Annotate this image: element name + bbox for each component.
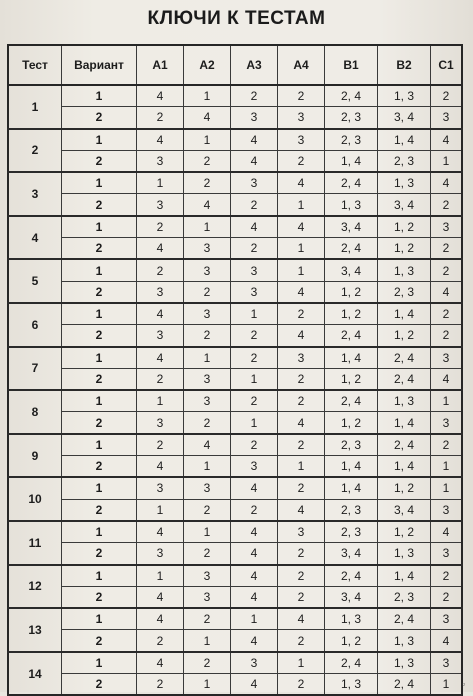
variant-cell: 1	[62, 521, 137, 543]
answer-cell-a3: 4	[231, 565, 278, 587]
table-row	[8, 259, 462, 281]
answer-cell-c1: 2	[431, 194, 463, 216]
answer-cell-b2: 2, 4	[378, 347, 431, 369]
variant-cell: 2	[62, 150, 137, 172]
answer-cell-a4: 2	[278, 303, 325, 325]
table-row	[8, 107, 462, 129]
answer-cell-b2: 1, 2	[378, 477, 431, 499]
header-a2: А2	[184, 45, 231, 85]
answer-cell-a4: 3	[278, 521, 325, 543]
answer-cell-b2: 1, 3	[378, 543, 431, 565]
answer-cell-a1: 4	[137, 129, 184, 151]
table-row	[8, 216, 462, 238]
answer-cell-b1: 2, 4	[325, 238, 378, 260]
answer-cell-c1: 2	[431, 85, 463, 107]
answer-cell-c1: 2	[431, 259, 463, 281]
answer-cell-a1: 2	[137, 674, 184, 696]
table-row	[8, 85, 462, 107]
answer-cell-b1: 3, 4	[325, 586, 378, 608]
answer-cell-b1: 2, 3	[325, 434, 378, 456]
answer-cell-b2: 3, 4	[378, 499, 431, 521]
answer-cell-a4: 2	[278, 477, 325, 499]
answer-cell-a3: 4	[231, 150, 278, 172]
table-row	[8, 521, 462, 543]
answer-cell-a1: 3	[137, 194, 184, 216]
answer-cell-a3: 3	[231, 107, 278, 129]
variant-cell: 1	[62, 652, 137, 674]
answer-cell-a3: 4	[231, 129, 278, 151]
answer-cell-a2: 2	[184, 172, 231, 194]
table-row	[8, 325, 462, 347]
answer-cell-b2: 1, 2	[378, 238, 431, 260]
table-row	[8, 586, 462, 608]
table-row	[8, 543, 462, 565]
answer-cell-a1: 4	[137, 347, 184, 369]
table-row	[8, 434, 462, 456]
answer-cell-b2: 1, 2	[378, 216, 431, 238]
variant-cell: 1	[62, 565, 137, 587]
variant-cell: 1	[62, 477, 137, 499]
table-body	[8, 85, 462, 695]
answer-cell-b2: 1, 3	[378, 630, 431, 652]
answer-cell-c1: 4	[431, 172, 463, 194]
table-row	[8, 456, 462, 478]
answer-cell-c1: 3	[431, 543, 463, 565]
answer-cell-a1: 3	[137, 325, 184, 347]
answer-cell-a4: 3	[278, 129, 325, 151]
answer-cell-a3: 4	[231, 543, 278, 565]
answer-cell-a2: 1	[184, 456, 231, 478]
answer-cell-b2: 3, 4	[378, 107, 431, 129]
answer-cell-a1: 4	[137, 456, 184, 478]
answer-cell-b2: 1, 2	[378, 521, 431, 543]
answer-cell-a1: 2	[137, 630, 184, 652]
variant-cell: 1	[62, 608, 137, 630]
answer-cell-a4: 1	[278, 238, 325, 260]
answer-cell-a4: 2	[278, 368, 325, 390]
answer-cell-b2: 2, 4	[378, 674, 431, 696]
answer-cell-c1: 3	[431, 412, 463, 434]
table-row	[8, 368, 462, 390]
answer-cell-a4: 2	[278, 85, 325, 107]
answer-cell-a2: 1	[184, 630, 231, 652]
answer-cell-a4: 4	[278, 499, 325, 521]
table-row	[8, 303, 462, 325]
answer-cell-c1: 3	[431, 499, 463, 521]
answer-cell-a2: 2	[184, 150, 231, 172]
answer-cell-a2: 1	[184, 674, 231, 696]
table-row	[8, 281, 462, 303]
answer-cell-b1: 2, 3	[325, 129, 378, 151]
header-b2: В2	[378, 45, 431, 85]
answer-cell-a2: 3	[184, 368, 231, 390]
answer-cell-a2: 1	[184, 85, 231, 107]
answer-cell-a3: 2	[231, 85, 278, 107]
answer-cell-b2: 1, 3	[378, 172, 431, 194]
table-header-row	[8, 45, 462, 85]
table-row	[8, 172, 462, 194]
answer-cell-a1: 2	[137, 216, 184, 238]
answer-cell-b1: 1, 3	[325, 608, 378, 630]
page-title: КЛЮЧИ К ТЕСТАМ	[147, 8, 326, 29]
answer-cell-c1: 2	[431, 238, 463, 260]
answer-cell-b2: 2, 3	[378, 281, 431, 303]
answer-cell-b1: 1, 3	[325, 674, 378, 696]
answer-cell-a1: 4	[137, 608, 184, 630]
answer-cell-a4: 4	[278, 216, 325, 238]
answer-cell-a4: 2	[278, 543, 325, 565]
answer-cell-a1: 2	[137, 107, 184, 129]
answer-cell-a4: 1	[278, 456, 325, 478]
answer-cell-c1: 3	[431, 347, 463, 369]
answer-cell-b1: 3, 4	[325, 259, 378, 281]
answer-cell-b1: 1, 4	[325, 347, 378, 369]
answer-cell-a1: 4	[137, 521, 184, 543]
answer-cell-a3: 3	[231, 172, 278, 194]
test-number-cell: 9	[8, 434, 62, 478]
answer-cell-b2: 1, 3	[378, 390, 431, 412]
answer-cell-a4: 3	[278, 347, 325, 369]
answer-cell-a3: 4	[231, 586, 278, 608]
answer-cell-a3: 4	[231, 674, 278, 696]
variant-cell: 1	[62, 172, 137, 194]
variant-cell: 1	[62, 85, 137, 107]
table-row	[8, 565, 462, 587]
answer-cell-a3: 4	[231, 216, 278, 238]
answer-cell-b1: 2, 4	[325, 172, 378, 194]
answer-cell-a2: 3	[184, 259, 231, 281]
answer-cell-a1: 3	[137, 477, 184, 499]
answer-cell-a3: 1	[231, 303, 278, 325]
answer-cell-a3: 4	[231, 630, 278, 652]
answer-cell-b2: 3, 4	[378, 194, 431, 216]
variant-cell: 2	[62, 107, 137, 129]
answer-cell-a2: 1	[184, 129, 231, 151]
answer-cell-a2: 4	[184, 194, 231, 216]
answer-cell-a2: 3	[184, 390, 231, 412]
answer-cell-a4: 4	[278, 412, 325, 434]
answer-cell-a3: 2	[231, 499, 278, 521]
answer-cell-a1: 3	[137, 281, 184, 303]
answer-cell-a2: 3	[184, 477, 231, 499]
answer-cell-c1: 4	[431, 129, 463, 151]
table-row	[8, 499, 462, 521]
answer-cell-a1: 2	[137, 259, 184, 281]
answer-cell-a4: 4	[278, 608, 325, 630]
answer-cell-a2: 2	[184, 412, 231, 434]
answer-cell-a3: 4	[231, 521, 278, 543]
table-row	[8, 129, 462, 151]
variant-cell: 1	[62, 259, 137, 281]
answer-cell-b2: 1, 3	[378, 259, 431, 281]
answer-cell-a3: 2	[231, 238, 278, 260]
answer-cell-a2: 4	[184, 434, 231, 456]
test-number-cell: 4	[8, 216, 62, 260]
answer-cell-a1: 4	[137, 303, 184, 325]
answer-cell-c1: 4	[431, 281, 463, 303]
variant-cell: 2	[62, 543, 137, 565]
answer-cell-b1: 2, 4	[325, 652, 378, 674]
test-number-cell: 6	[8, 303, 62, 347]
header-c1: С1	[431, 45, 463, 85]
answer-cell-a4: 2	[278, 586, 325, 608]
answer-cell-b2: 1, 3	[378, 652, 431, 674]
answer-cell-b2: 2, 4	[378, 368, 431, 390]
answer-cell-b1: 1, 4	[325, 456, 378, 478]
answer-cell-a4: 1	[278, 259, 325, 281]
answer-cell-a1: 1	[137, 499, 184, 521]
answer-cell-b1: 1, 2	[325, 303, 378, 325]
answer-cell-a3: 3	[231, 281, 278, 303]
test-number-cell: 3	[8, 172, 62, 216]
table-row	[8, 652, 462, 674]
answer-cell-a2: 2	[184, 325, 231, 347]
header-a3: А3	[231, 45, 278, 85]
header-test: Тест	[8, 45, 62, 85]
answer-cell-a1: 4	[137, 652, 184, 674]
answer-cell-c1: 2	[431, 325, 463, 347]
corner-mark: ▫	[461, 679, 465, 689]
table-row	[8, 390, 462, 412]
test-number-cell: 2	[8, 129, 62, 173]
variant-cell: 2	[62, 630, 137, 652]
answer-cell-c1: 4	[431, 521, 463, 543]
answer-cell-a4: 4	[278, 281, 325, 303]
answer-cell-a2: 4	[184, 107, 231, 129]
answer-cell-a3: 2	[231, 347, 278, 369]
answer-cell-c1: 3	[431, 107, 463, 129]
answer-cell-a4: 4	[278, 172, 325, 194]
answer-cell-a1: 3	[137, 543, 184, 565]
answer-cell-b1: 2, 3	[325, 107, 378, 129]
answer-cell-c1: 2	[431, 586, 463, 608]
answer-cell-a4: 4	[278, 325, 325, 347]
answer-cell-a2: 2	[184, 652, 231, 674]
header-a1: А1	[137, 45, 184, 85]
answer-cell-b1: 3, 4	[325, 216, 378, 238]
table-row	[8, 150, 462, 172]
test-number-cell: 1	[8, 85, 62, 129]
test-number-cell: 12	[8, 565, 62, 609]
answer-cell-a4: 1	[278, 194, 325, 216]
answer-cell-b2: 1, 4	[378, 129, 431, 151]
variant-cell: 2	[62, 674, 137, 696]
answer-cell-c1: 4	[431, 630, 463, 652]
variant-cell: 2	[62, 499, 137, 521]
answer-cell-a3: 1	[231, 608, 278, 630]
answer-cell-b1: 1, 3	[325, 194, 378, 216]
answer-keys-table	[7, 44, 463, 696]
answer-cell-c1: 1	[431, 150, 463, 172]
table-row	[8, 674, 462, 696]
answer-cell-a3: 1	[231, 368, 278, 390]
answer-cell-c1: 1	[431, 390, 463, 412]
answer-cell-a4: 2	[278, 390, 325, 412]
answer-cell-c1: 1	[431, 674, 463, 696]
variant-cell: 1	[62, 347, 137, 369]
table-row	[8, 412, 462, 434]
answer-cell-a2: 1	[184, 521, 231, 543]
answer-cell-a2: 2	[184, 543, 231, 565]
answer-cell-a3: 4	[231, 477, 278, 499]
answer-cell-a2: 3	[184, 303, 231, 325]
answer-cell-a1: 4	[137, 85, 184, 107]
answer-cell-a3: 1	[231, 412, 278, 434]
answer-cell-a3: 2	[231, 194, 278, 216]
answer-cell-b2: 1, 4	[378, 456, 431, 478]
answer-cell-c1: 1	[431, 456, 463, 478]
variant-cell: 2	[62, 368, 137, 390]
answer-cell-a2: 2	[184, 499, 231, 521]
header-variant: Вариант	[62, 45, 137, 85]
answer-cell-a2: 3	[184, 238, 231, 260]
answer-cell-a1: 4	[137, 238, 184, 260]
answer-cell-a1: 1	[137, 390, 184, 412]
answer-cell-b1: 1, 2	[325, 412, 378, 434]
answer-cell-c1: 2	[431, 434, 463, 456]
answer-cell-a4: 1	[278, 652, 325, 674]
test-number-cell: 14	[8, 652, 62, 696]
answer-cell-b1: 2, 3	[325, 499, 378, 521]
answer-cell-c1: 4	[431, 368, 463, 390]
table-row	[8, 194, 462, 216]
variant-cell: 1	[62, 303, 137, 325]
answer-cell-a3: 2	[231, 325, 278, 347]
answer-cell-a2: 3	[184, 565, 231, 587]
answer-cell-a3: 3	[231, 259, 278, 281]
answer-cell-a2: 1	[184, 216, 231, 238]
table-row	[8, 347, 462, 369]
answer-cell-a1: 1	[137, 172, 184, 194]
variant-cell: 2	[62, 325, 137, 347]
header-b1: В1	[325, 45, 378, 85]
answer-cell-b1: 1, 2	[325, 630, 378, 652]
answer-cell-a2: 1	[184, 347, 231, 369]
table-row	[8, 477, 462, 499]
variant-cell: 2	[62, 586, 137, 608]
answer-cell-b1: 1, 4	[325, 150, 378, 172]
answer-cell-b1: 2, 4	[325, 85, 378, 107]
answer-cell-a4: 2	[278, 630, 325, 652]
answer-cell-a3: 2	[231, 390, 278, 412]
answer-cell-b2: 1, 4	[378, 565, 431, 587]
test-number-cell: 8	[8, 390, 62, 434]
answer-cell-b2: 1, 4	[378, 412, 431, 434]
answer-cell-a4: 2	[278, 434, 325, 456]
answer-cell-a1: 2	[137, 434, 184, 456]
test-number-cell: 5	[8, 259, 62, 303]
answer-cell-a1: 4	[137, 586, 184, 608]
answer-cell-b2: 1, 3	[378, 85, 431, 107]
answer-cell-a2: 2	[184, 281, 231, 303]
answer-cell-b2: 2, 3	[378, 150, 431, 172]
variant-cell: 2	[62, 456, 137, 478]
answer-cell-b1: 2, 4	[325, 565, 378, 587]
answer-cell-b1: 2, 4	[325, 390, 378, 412]
answer-cell-b1: 1, 2	[325, 281, 378, 303]
test-number-cell: 10	[8, 477, 62, 521]
answer-cell-a2: 3	[184, 586, 231, 608]
answer-cell-b2: 1, 4	[378, 303, 431, 325]
answer-cell-b2: 2, 4	[378, 434, 431, 456]
answer-cell-b2: 2, 4	[378, 608, 431, 630]
test-number-cell: 11	[8, 521, 62, 565]
answer-cell-a4: 2	[278, 150, 325, 172]
answer-cell-b1: 1, 2	[325, 368, 378, 390]
answer-cell-c1: 3	[431, 608, 463, 630]
answer-cell-b1: 2, 4	[325, 325, 378, 347]
variant-cell: 2	[62, 412, 137, 434]
test-number-cell: 7	[8, 347, 62, 391]
answer-cell-a3: 2	[231, 434, 278, 456]
answer-cell-b2: 2, 3	[378, 586, 431, 608]
answer-cell-c1: 3	[431, 216, 463, 238]
answer-cell-a4: 2	[278, 674, 325, 696]
answer-cell-a3: 3	[231, 456, 278, 478]
answer-cell-c1: 2	[431, 565, 463, 587]
answer-cell-a1: 2	[137, 368, 184, 390]
header-a4: А4	[278, 45, 325, 85]
answer-cell-a3: 3	[231, 652, 278, 674]
answer-cell-b1: 1, 4	[325, 477, 378, 499]
variant-cell: 2	[62, 194, 137, 216]
variant-cell: 1	[62, 434, 137, 456]
answer-cell-a1: 3	[137, 150, 184, 172]
answer-cell-b1: 2, 3	[325, 521, 378, 543]
variant-cell: 1	[62, 129, 137, 151]
variant-cell: 1	[62, 390, 137, 412]
answer-cell-c1: 2	[431, 303, 463, 325]
test-number-cell: 13	[8, 608, 62, 652]
answer-cell-c1: 1	[431, 477, 463, 499]
variant-cell: 2	[62, 281, 137, 303]
variant-cell: 2	[62, 238, 137, 260]
table-row	[8, 630, 462, 652]
answer-cell-c1: 3	[431, 652, 463, 674]
answer-cell-a1: 3	[137, 412, 184, 434]
answer-cell-a4: 3	[278, 107, 325, 129]
table-row	[8, 608, 462, 630]
answer-cell-a1: 1	[137, 565, 184, 587]
answer-cell-a2: 2	[184, 608, 231, 630]
answer-cell-a4: 2	[278, 565, 325, 587]
table-row	[8, 238, 462, 260]
variant-cell: 1	[62, 216, 137, 238]
answer-cell-b1: 3, 4	[325, 543, 378, 565]
answer-cell-b2: 1, 2	[378, 325, 431, 347]
